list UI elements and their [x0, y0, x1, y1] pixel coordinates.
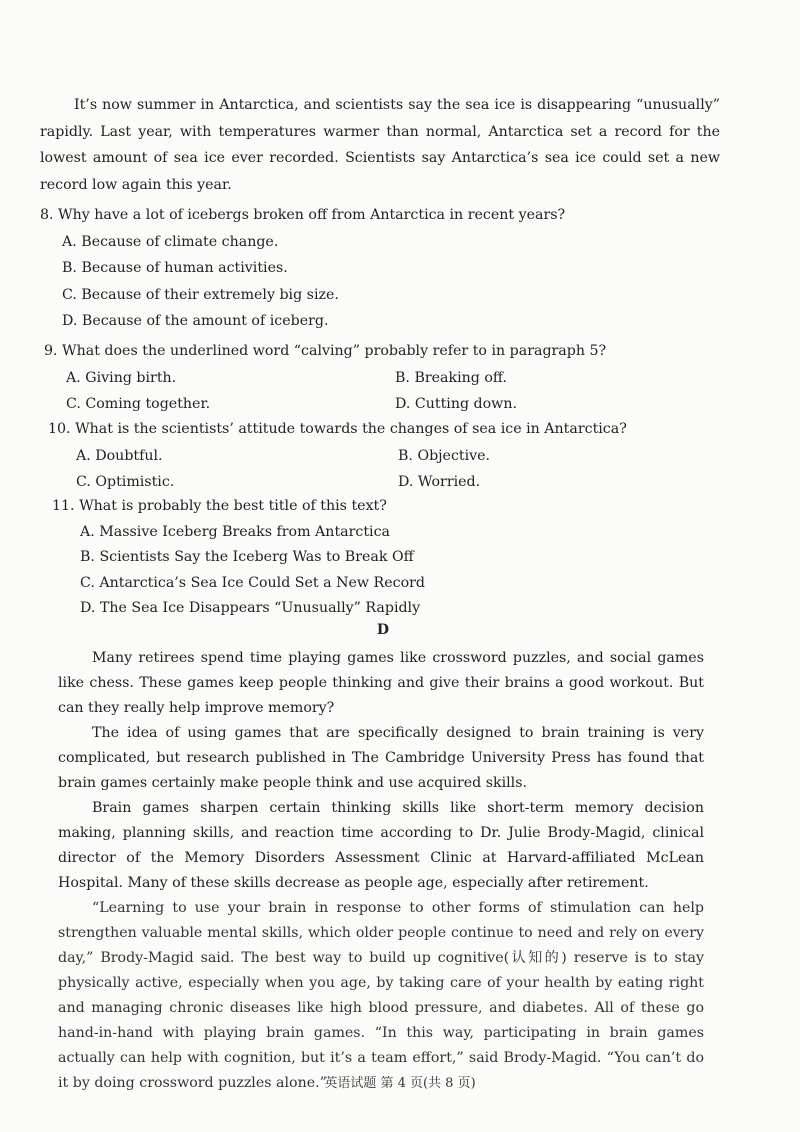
option-a: A. Doubtful.: [76, 447, 163, 464]
option-a: A. Because of climate change.: [62, 233, 279, 250]
option-b: B. Objective.: [398, 447, 491, 464]
question-stem: 8. Why have a lot of icebergs broken off from Antarctica in recent years?: [40, 207, 566, 223]
question-10: [48, 416, 728, 496]
passage-c-paragraph: It’s now summer in Antarctica, and scientists say the sea ice is disappearing “unusually” rapidly. Last year, with temperatures warmer than normal, Antarctica set a record for the lowest amount of sea ice ever recorded. Scientists say Antarctica’s sea ice could set a new record low again this year.: [40, 97, 720, 193]
option-b: B. Scientists Say the Iceberg Was to Break Off: [80, 549, 414, 565]
passage-d-paragraph-1: Many retirees spend time playing games like crossword puzzles, and social games like chess. These games keep people thinking and give their brains a good workout. But can they really help improve memory?: [58, 650, 704, 716]
question-9: [44, 338, 724, 418]
option-a: A. Giving birth.: [66, 369, 177, 386]
section-d-heading: D: [376, 622, 390, 638]
passage-d: [58, 646, 704, 1096]
page-footer: 英语试题 第 4 页(共 8 页): [324, 1076, 476, 1091]
passage-d-paragraph-4: “Learning to use your brain in response to other forms of stimulation can help strengthen valuable mental skills, which older people continue to need and rely on every day,” Brody-Magid said. The best way to build up cognitive(认知的) reserve is to stay physically active, especially when you age, by taking care of your health by eating right and managing chronic diseases like high blood pressure, and diabetes. All of these go hand-in-hand with playing brain games. “In this way, participating in brain games actually can help with cognition, but it’s a team effort,” said Brody-Magid. “You can’t do it by doing crossword puzzles alone.”: [58, 900, 704, 1091]
passage-c-end: [40, 92, 720, 198]
question-8: [40, 202, 720, 335]
option-c: C. Coming together.: [66, 396, 211, 412]
passage-d-paragraph-3: Brain games sharpen certain thinking skills like short-term memory decision making, planning skills, and reaction time according to Dr. Julie Brody-Magid, clinical director of the Memory Disorders Assessment Clinic at Harvard-affiliated McLean Hospital. Many of these skills decrease as people age, especially after retirement.: [58, 800, 704, 891]
option-d: D. Because of the amount of iceberg.: [62, 313, 329, 329]
option-d: D. Worried.: [398, 474, 481, 490]
option-b: B. Because of human activities.: [62, 260, 288, 276]
option-c: C. Because of their extremely big size.: [62, 286, 339, 303]
option-a: A. Massive Iceberg Breaks from Antarctica: [80, 523, 390, 540]
option-b: B. Breaking off.: [395, 369, 507, 386]
option-d: D. The Sea Ice Disappears “Unusually” Rapidly: [80, 600, 421, 616]
option-c: C. Antarctica’s Sea Ice Could Set a New Record: [80, 574, 425, 591]
question-stem: 11. What is probably the best title of this text?: [52, 498, 387, 514]
question-stem: 10. What is the scientists’ attitude towards the changes of sea ice in Antarctica?: [48, 421, 627, 437]
option-c: C. Optimistic.: [76, 474, 175, 490]
passage-d-paragraph-2: The idea of using games that are specifically designed to brain training is very complicated, but research published in The Cambridge University Press has found that brain games certainly make people think and use acquired skills.: [58, 725, 704, 791]
question-11: [52, 494, 732, 622]
question-stem: 9. What does the underlined word “calving” probably refer to in paragraph 5?: [44, 343, 607, 359]
option-d: D. Cutting down.: [395, 396, 517, 412]
